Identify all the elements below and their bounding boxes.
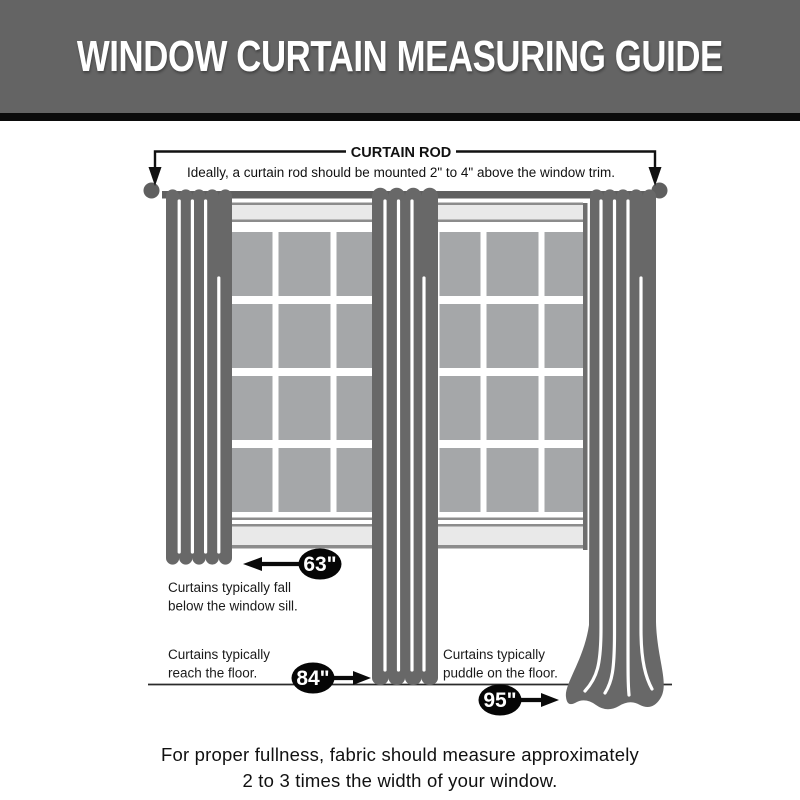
arrow-left-icon [243, 557, 262, 571]
window-left [225, 203, 380, 551]
page-title: WINDOW CURTAIN MEASURING GUIDE [77, 31, 724, 81]
curtain-panel-left [166, 189, 232, 564]
length-value-84: 84" [296, 667, 330, 690]
measurement-84 [168, 647, 371, 694]
floor-note-line2: reach the floor. [168, 665, 258, 681]
footer-line-2: 2 to 3 times the width of your window. [242, 770, 558, 791]
footer-line-1: For proper fullness, fabric should measure approximately [160, 744, 640, 765]
length-value-95: 95" [483, 689, 517, 712]
arrow-right-icon [353, 671, 371, 685]
sill-note-line1: Curtains typically fall [168, 580, 292, 595]
rod-finial-left [144, 183, 160, 199]
puddle-note-line2: puddle on the floor. [443, 665, 558, 681]
curtain-panel-center [372, 188, 438, 685]
arrow-right-icon [541, 693, 559, 707]
sill-note-line2: below the window sill. [168, 598, 298, 614]
floor-note-line1: Curtains typically [168, 647, 271, 662]
footer-note [0, 742, 800, 794]
curtain-rod-label: CURTAIN ROD [350, 145, 452, 161]
curtain-rod-callout [149, 145, 662, 186]
length-value-63: 63" [303, 553, 337, 576]
curtain-rod-description: Ideally, a curtain rod should be mounted 2" to 4" above the window trim. [186, 165, 616, 180]
puddle-note-line1: Curtains typically [443, 647, 546, 662]
measurement-95 [443, 647, 559, 716]
window-right [433, 203, 588, 551]
